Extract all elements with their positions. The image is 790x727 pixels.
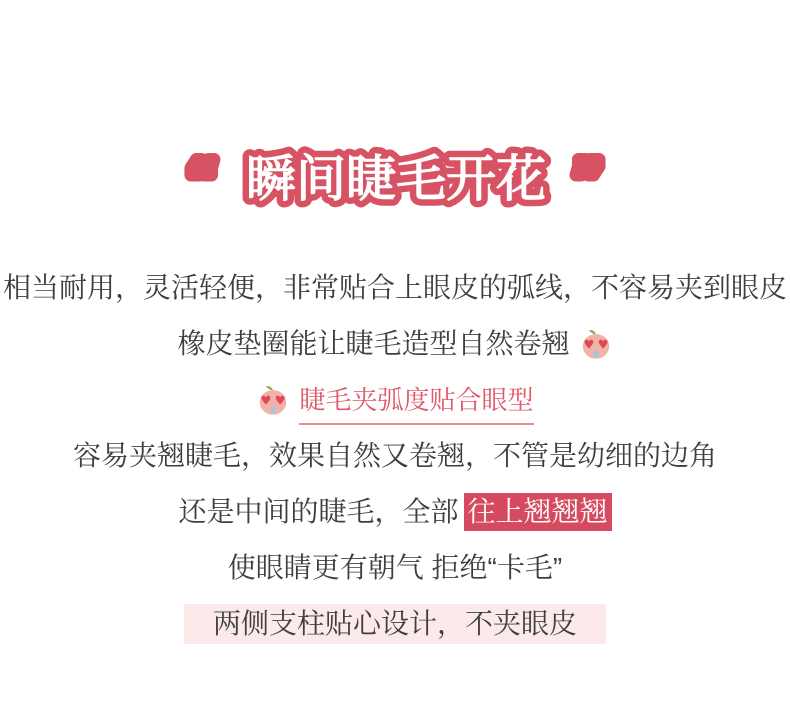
highlight-text: 往上翘翘翘 — [464, 493, 612, 531]
intro-line-2 — [0, 316, 790, 372]
body-line-3 — [0, 540, 790, 596]
subheading-text: 睫毛夹弧度贴合眼型 — [299, 385, 534, 415]
heart-eyes-drool-emoji — [579, 327, 613, 361]
body-line-2 — [0, 484, 790, 540]
intro-line-2-text: 橡皮垫圈能让睫毛造型自然卷翘 — [177, 328, 570, 359]
body-line-2-prefix: 还是中间的睫毛，全部 — [178, 496, 459, 527]
svg-text:“ 瞬间睫毛开花 ” — [186, 150, 605, 208]
subheading-line — [0, 372, 790, 428]
page-title — [0, 130, 790, 226]
svg-text:♥: ♥ — [260, 393, 272, 408]
banner-line — [0, 596, 790, 652]
intro-line-1 — [0, 260, 790, 316]
svg-text:♥: ♥ — [582, 337, 594, 352]
heart-eyes-drool-emoji — [256, 383, 290, 417]
intro-line-1-text: 相当耐用，灵活轻便，非常贴合上眼皮的弧线，不容易夹到眼皮 — [2, 272, 787, 303]
title-open-quote: “ — [185, 150, 219, 208]
svg-text:♥: ♥ — [275, 393, 287, 408]
svg-text:♥: ♥ — [597, 337, 609, 352]
description-content — [0, 260, 790, 652]
body-line-1-text: 容易夹翘睫毛，效果自然又卷翘，不管是幼细的边角 — [72, 440, 717, 471]
body-line-1 — [0, 428, 790, 484]
banner-text: 两侧支柱贴心设计，不夹眼皮 — [184, 604, 606, 644]
title-text: 瞬间睫毛开花 — [246, 150, 546, 208]
title-close-quote: ” — [571, 150, 605, 208]
title-block — [0, 0, 790, 226]
body-line-3-text: 使眼睛更有朝气 拒绝“卡毛” — [227, 552, 563, 583]
